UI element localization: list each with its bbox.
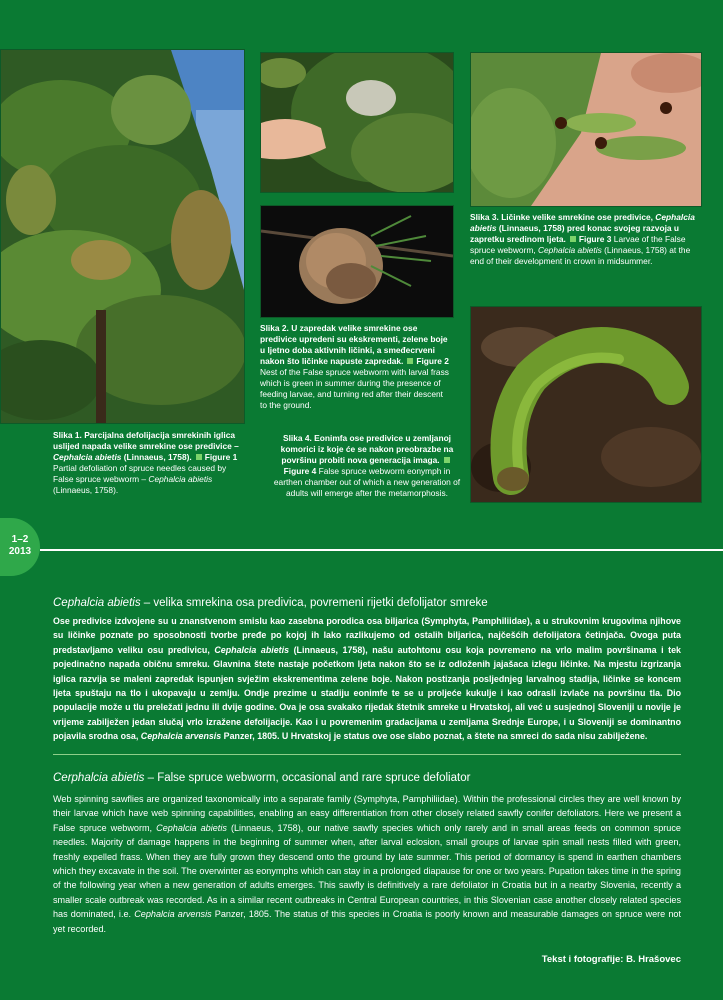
hr-body-sci1: Cephalcia abietis	[214, 644, 290, 655]
photo-hand-branch	[260, 52, 454, 193]
hr-body-part2: (Linnaeus, 1758), našu autohtonu osu koja povremeno na vrlo malim površinama i tek pojedinačno napada običnu smreku. Glavnina štete nastaje početkom ljeta nakon što se iz odloženih jajašaca izlegu ličinke. Na mjestu izgrizanja iglica razvija se maleni zapredak ispunjen svježim ekskrementima zelene boje. Nakon postizanja posljednjeg larvalnog stadija, ličinke se koncem ljeta spuštaju na tlo i ukopavaju u zemlju. Ondje prezime u stadiju eonimfe te se u proljeće kukulje i kao odrasli izvlače na površinu tla. Dio populacije može u tlu preležati jednu ili dvije godine. Ova je osa svakako rijedak štetnik smreke u Hrvatskoj, ali već u susjednoj Sloveniji u novije je vrijeme zabilježen jedan slučaj vrlo izražene defolijacije. Kao i u povremenim gradacijama u zemljama Srednje Europe, i u Sloveniji se dominantno pojavila srodna osa,	[53, 644, 681, 742]
hr-title-sci: Cephalcia abietis	[53, 597, 141, 609]
photo-larvae-hand	[470, 52, 702, 207]
caption-2-hr: Slika 2. U zapredak velike smrekine ose predivice upredeni su ekskrementi, zelene boje u ljetno doba aktivnih ličinki, a smeđecrveni nakon što ličinke napuste zapredak.	[260, 323, 448, 366]
caption-3-en-tail: (Linnaeus, 1758) at the end of their development in crown in midsummer.	[470, 245, 691, 266]
caption-1-en-label: Figure 1	[204, 452, 238, 462]
green-square-icon	[196, 454, 202, 460]
en-body-part1: Web spinning sawflies are organized taxonomically into a separate family (Symphyta, Pamphiliidae). Within the professional circles they are well known by their larvae which have web spinning capabilities, enabling an easy differentiation from other closely related sawfly conifer defoliators. Here we present a False spruce webworm,	[53, 794, 681, 833]
caption-figure-4	[272, 433, 462, 499]
caption-3-en: Larvae of the False spruce webworm,	[470, 234, 686, 255]
caption-1-en-sci: Cephalcia abietis	[148, 474, 213, 484]
en-body-part3: Panzer, 1805. The status of this species in Croatia is poorly known and measurable damages on spruce were not yet recorded.	[53, 909, 682, 934]
green-square-icon	[570, 236, 576, 242]
language-separator	[53, 754, 681, 755]
caption-3-en-label: Figure 3	[578, 234, 612, 244]
caption-3-hr-sci: Cephalcia abietis	[470, 212, 695, 233]
en-section-title	[53, 772, 470, 784]
en-title-sci: Cerphalcia abietis	[53, 772, 145, 784]
caption-1-en-tail: (Linnaeus, 1758).	[53, 485, 119, 495]
caption-figure-3	[470, 212, 700, 267]
caption-4-hr: Slika 4. Eonimfa ose predivice u zemljanoj komorici iz koje će se nakon preobrazbe na površinu probiti nova generacija imaga.	[280, 433, 454, 465]
photo-nest	[260, 205, 454, 318]
green-square-icon	[444, 457, 450, 463]
en-body-part2: (Linnaeus, 1758), our native sawfly species which only rarely and in small areas feeds on common spruce needles. Majority of damage happens in the beginning of summer when, after larval eclosion, small groups of larvae spin small nests filled with green, freshly expelled frass. When they are fully grown they descend onto the ground by late summer. This period of dormancy is spend in earthen chambers which they excavate in the soil. The overwinter as eonymphs which can stay in a prolonged diapause for one or two years. Pupation takes time in the spring of the following year when a new generation of adults emerges. This sawfly is definitively a rare defoliator in Croatia but in a nearby Slovenia, recently a smaller scale outbreak was recorded. As in a similar recent outbreaks in Central European countries, in this Slovenian case another closely related species has dominated, i.e.	[53, 822, 681, 920]
caption-1-en: Partial defoliation of spruce needles caused by False spruce webworm –	[53, 463, 227, 484]
caption-1-hr-sci: Cephalcia abietis	[53, 452, 122, 462]
green-square-icon	[407, 358, 413, 364]
caption-3-en-sci: Cephalcia abietis	[537, 245, 602, 255]
en-body-sci2: Cephalcia arvensis	[134, 909, 212, 920]
issue-year: 2013	[8, 546, 32, 557]
hr-body-sci2: Cephalcia arvensis	[140, 731, 222, 742]
en-section-body	[53, 792, 681, 936]
hr-body-part3: Panzer, 1805. U Hrvatskoj je status ove ose slabo poznat, a štete na smreci do sada nisu zabilježene.	[221, 731, 648, 742]
caption-1-hr: Slika 1. Parcijalna defolijacija smrekinih iglica uslijed napada velike smrekine ose predivice –	[53, 430, 239, 451]
caption-figure-1	[53, 430, 243, 496]
caption-4-en: False spruce webworm eonymph in earthen chamber out of which a new generation of adults will emerge after the metamorphosis.	[273, 466, 461, 498]
caption-4-en-label: Figure 4	[283, 466, 317, 476]
photo-spruce-tree	[0, 49, 245, 424]
hr-title-rest: – velika smrekina osa predivica, povremeni rijetki defolijator smreke	[140, 597, 488, 609]
issue-number: 1–2	[11, 534, 29, 545]
photo-credit: Tekst i fotografije: B. Hrašovec	[541, 954, 681, 965]
hr-section-title	[53, 597, 488, 609]
caption-1-hr-tail: (Linnaeus, 1758).	[123, 452, 192, 462]
caption-2-en: Nest of the False spruce webworm with larval frass which is green in summer during the presence of feeding larvae, and turning red after their descent to the ground.	[260, 367, 449, 410]
hr-body-part1: Ose predivice izdvojene su u znanstvenom smislu kao zasebna porodica osa biljarica (Symphyta, Pamphiliidae), a u strukovnim krugovima njihove su ličinke poznate po sposobnosti tvorbe pređe po kojoj ih lako razlikujemo od ostalih biljarica, najčešćih defolijatora četinjača. Ovoga puta predstavljamo veliku osu predivicu,	[53, 616, 681, 655]
caption-3-hr: Slika 3. Ličinke velike smrekine ose predivice,	[470, 212, 653, 222]
hr-section-body	[53, 614, 681, 744]
photo-eonymph-soil	[470, 306, 702, 503]
caption-2-en-label: Figure 2	[416, 356, 449, 366]
caption-figure-2	[260, 323, 452, 411]
en-body-sci1: Cephalcia abietis	[156, 822, 227, 833]
en-title-rest: – False spruce webworm, occasional and rare spruce defoliator	[144, 772, 471, 784]
issue-badge	[0, 518, 40, 576]
caption-3-hr-tail: (Linnaeus, 1758) pred konac svojeg razvoja u zapretku sredinom ljeta.	[470, 223, 679, 244]
section-divider	[40, 549, 723, 551]
